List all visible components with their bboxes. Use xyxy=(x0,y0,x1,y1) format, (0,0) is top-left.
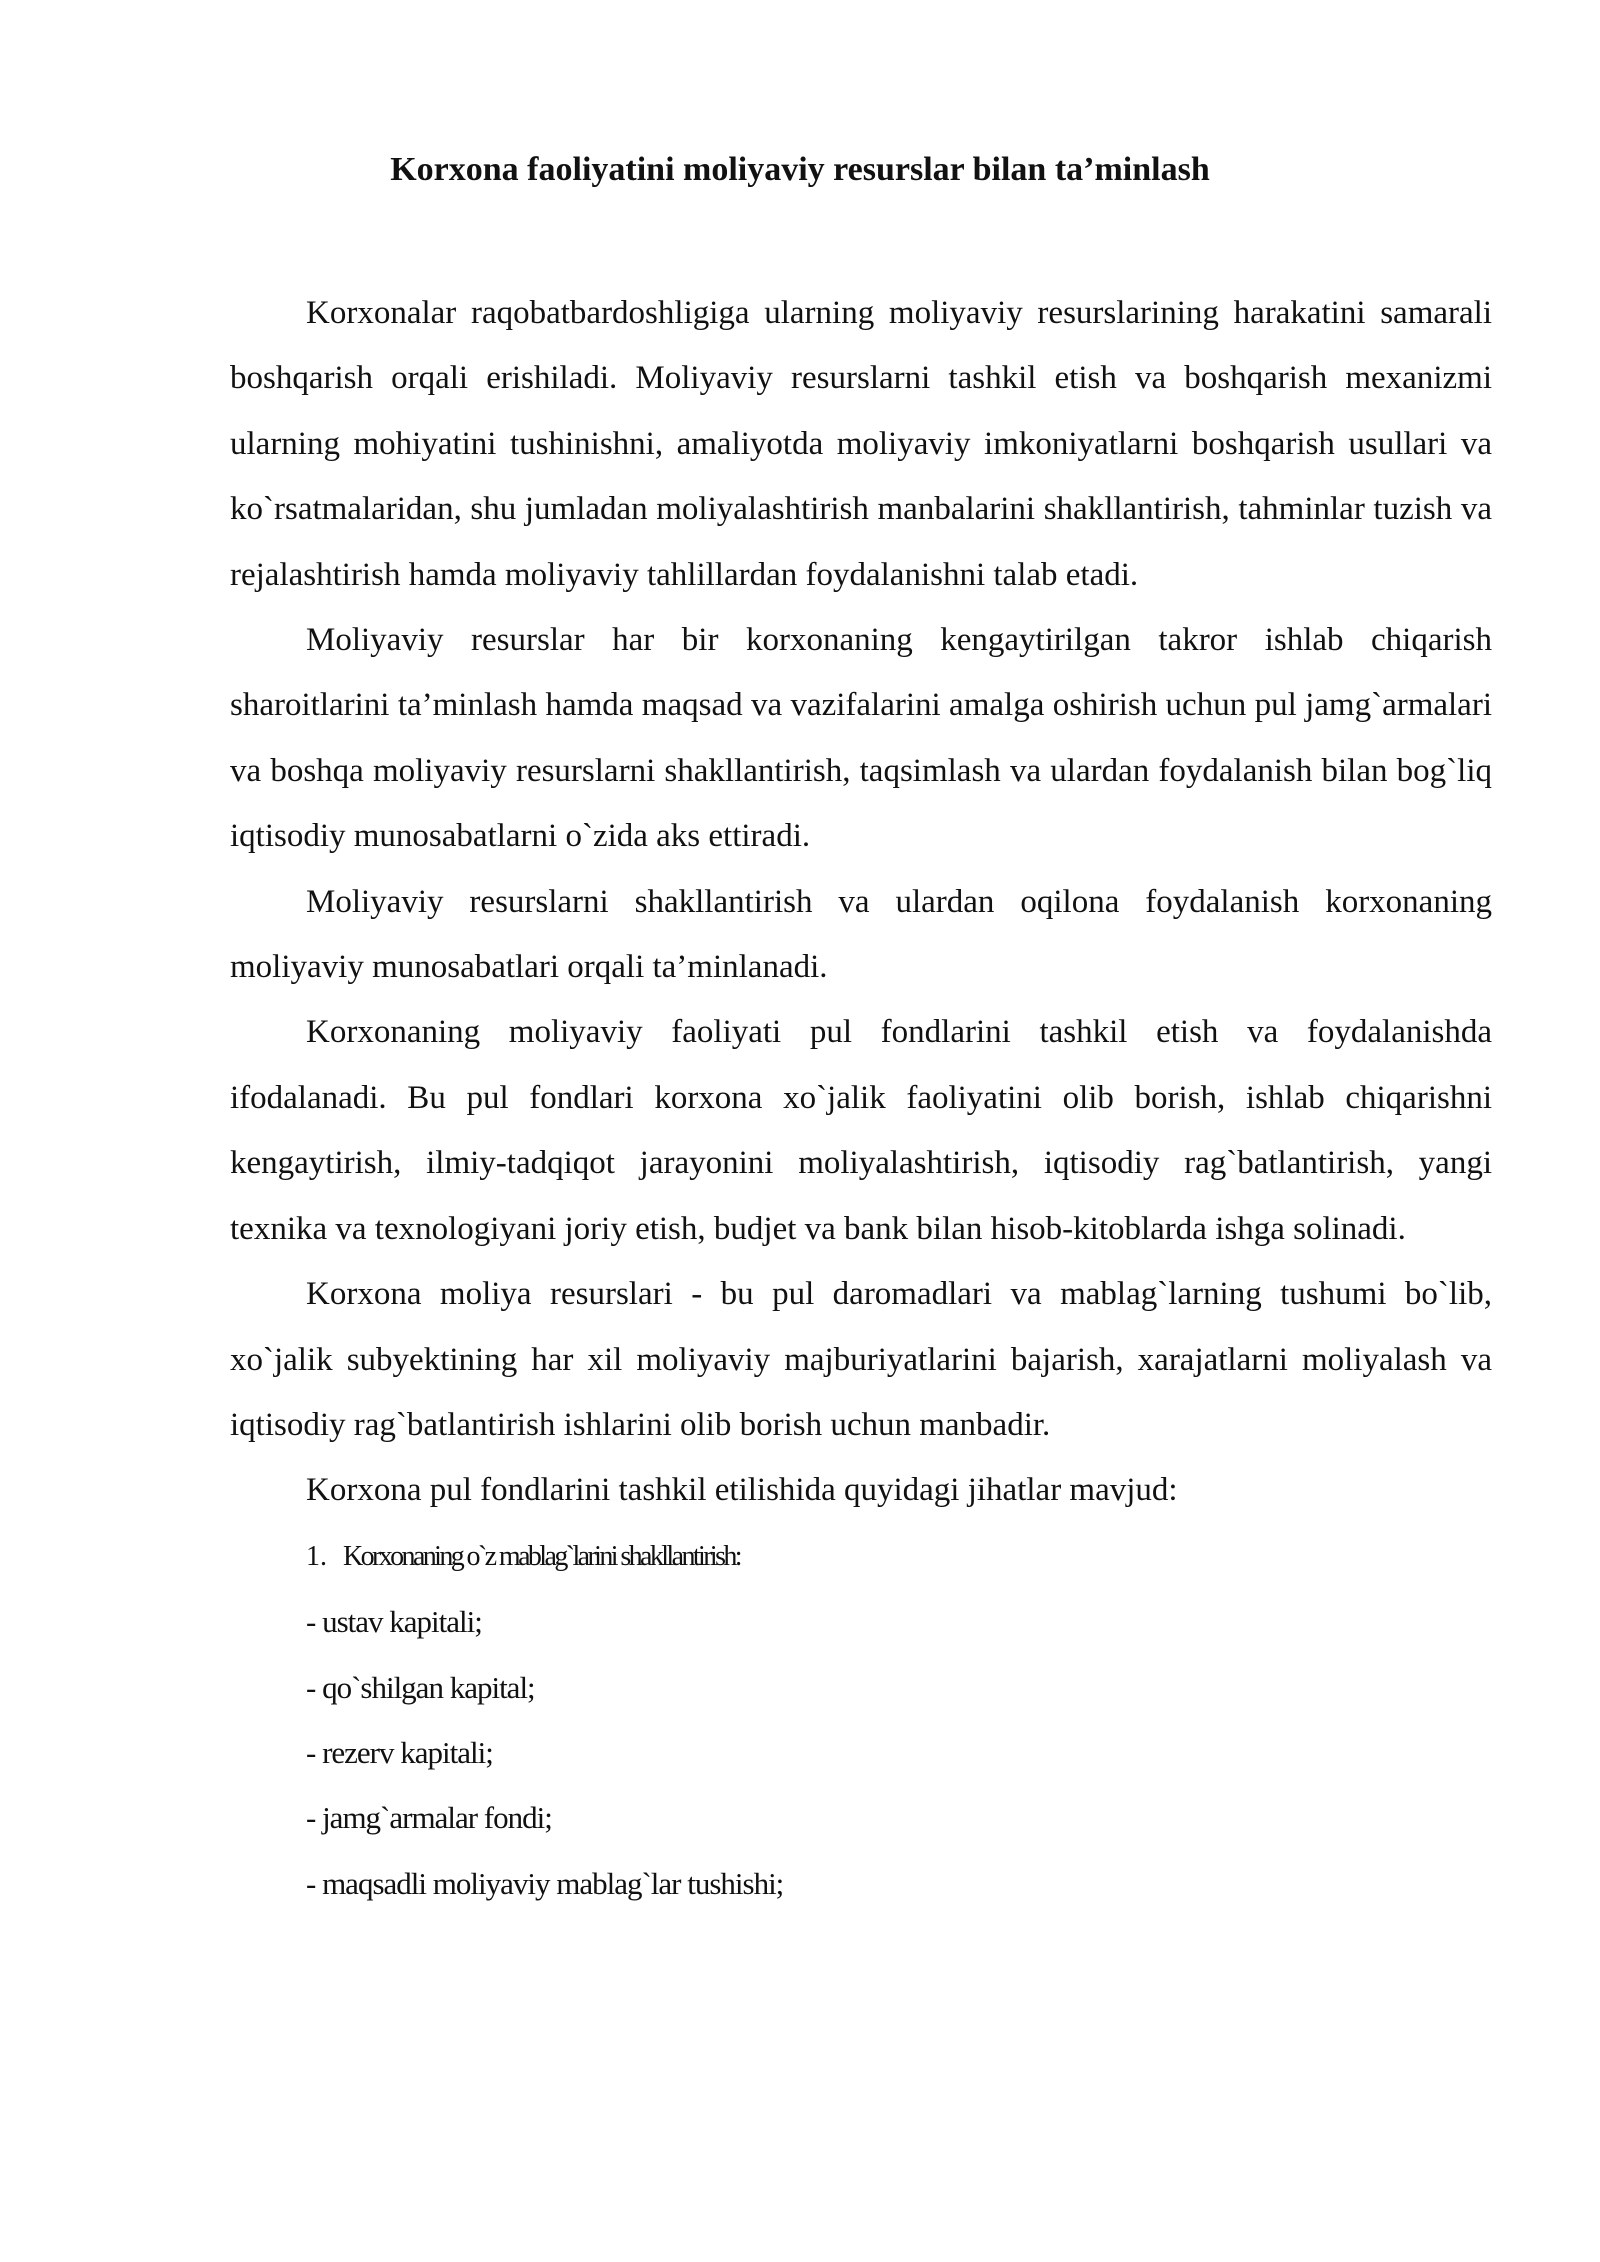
capital-list xyxy=(230,1589,1492,1916)
paragraph-5: Korxona moliya resurslari - bu pul daromadlari va mablag`larning tushumi bo`lib, xo`jalik subyektining har xil moliyaviy majburiyatlarini bajarish, xarajatlarni moliyalash va iqtisodiy rag`batlantirish ishlarini olib borish uchun manbadir. xyxy=(230,1276,1492,1443)
paragraph-6: Korxona pul fondlarini tashkil etilishida quyidagi jihatlar mavjud: xyxy=(306,1472,1178,1509)
list-item: - maqsadli moliyaviy mablag`lar tushishi; xyxy=(306,1865,784,1901)
list-item: - ustav kapitali; xyxy=(306,1604,482,1640)
paragraph-2: Moliyaviy resurslar har bir korxonaning kengaytirilgan takror ishlab chiqarish sharoitlarini ta’minlash hamda maqsad va vazifalarini amalga oshirish uchun pul jamg`armalari va boshqa moliyaviy resurslarni shakllantirish, taqsimlash va ulardan foydalanish bilan bog`liq iqtisodiy munosabatlarni o`zida aks ettiradi. xyxy=(230,622,1492,855)
list-item: - jamg`armalar fondi; xyxy=(306,1800,552,1836)
paragraph-1: Korxonalar raqobatbardoshligiga ularning moliyaviy resurslarining harakatini samarali boshqarish orqali erishiladi. Moliyaviy resurslarni tashkil etish va boshqarish mexanizmi ularning mohiyatini tushinishni, amaliyotda moliyaviy imkoniyatlarni boshqarish usullari va ko`rsatmalaridan, shu jumladan moliyalashtirish manbalarini shakllantirish, tahminlar tuzish va rejalashtirish hamda moliyaviy tahlillardan foydalanishni talab etadi. xyxy=(230,295,1492,593)
body-text xyxy=(230,281,1492,1916)
list-item: - rezerv kapitali; xyxy=(306,1734,493,1770)
paragraph-3: Moliyaviy resurslarni shakllantirish va ulardan oqilona foydalanish korxonaning moliyaviy munosabatlari orqali ta’minlanadi. xyxy=(230,883,1492,986)
page-title: Korxona faoliyatini moliyaviy resurslar bilan ta’minlash xyxy=(390,151,1210,188)
list-heading-text: Korxonaning o`z mablag`larini shakllantirish: xyxy=(343,1540,740,1572)
paragraph-4: Korxonaning moliyaviy faoliyati pul fondlarini tashkil etish va foydalanishda ifodalanadi. Bu pul fondlari korxona xo`jalik faoliyatini olib borish, ishlab chiqarishni kengaytirish, ilmiy-tadqiqot jarayonini moliyalashtirish, iqtisodiy rag`batlantirish, yangi texnika va texnologiyani joriy etish, budjet va bank bilan hisob-kitoblarda ishga solinadi. xyxy=(230,1014,1492,1247)
list-heading-number: 1. xyxy=(306,1540,327,1572)
list-item: - qo`shilgan kapital; xyxy=(306,1669,535,1705)
list-heading xyxy=(230,1524,1492,1589)
